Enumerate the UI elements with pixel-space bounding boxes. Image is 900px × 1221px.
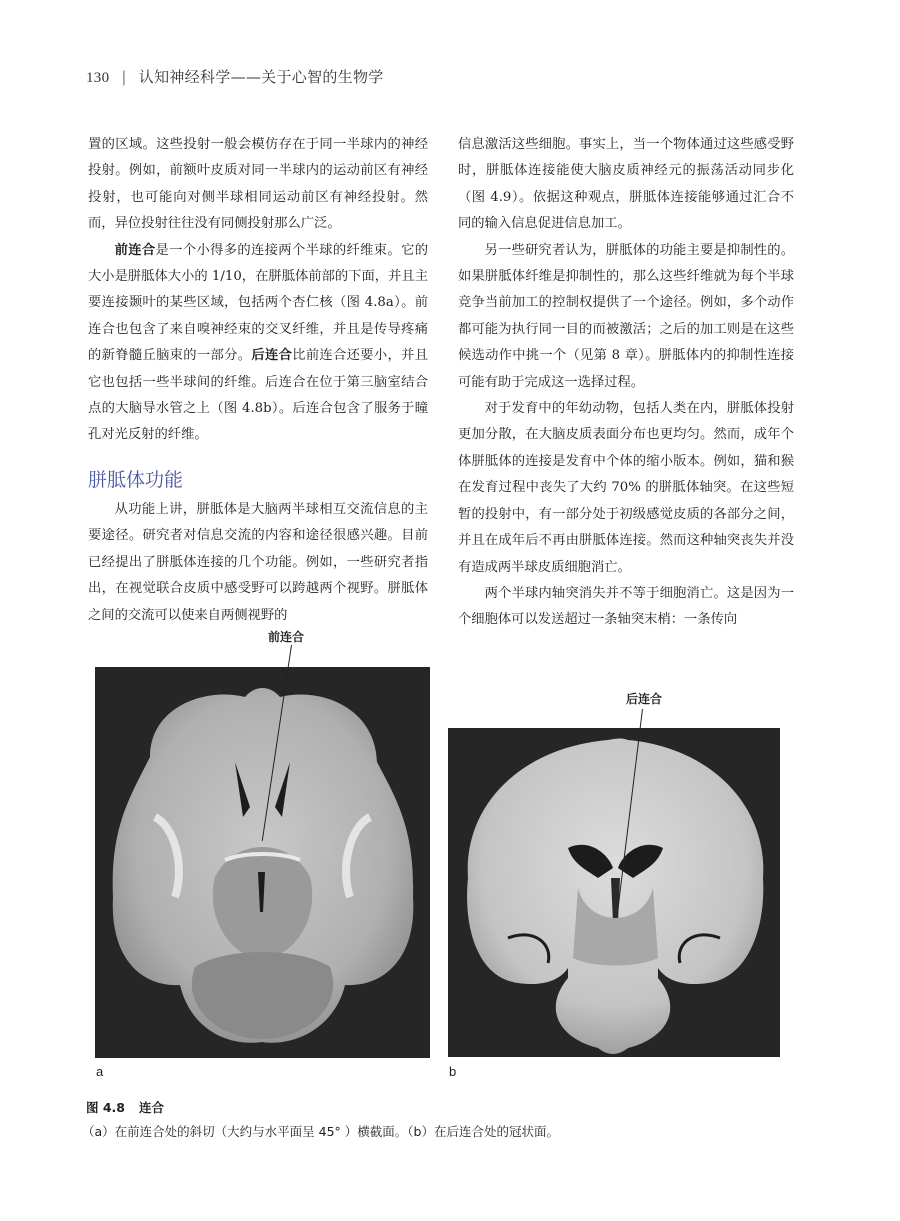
term-posterior-commissure: 后连合	[251, 348, 293, 364]
brain-axial-illustration	[95, 667, 430, 1058]
figure-caption-title	[86, 1098, 164, 1116]
paragraph: 对于发育中的年幼动物，包括人类在内，胼胝体投射更加分散，在大脑皮质表面分布也更均匀。然而，成年个体胼胝体的连接是发育中个体的缩小版本。例如，猫和猴在发育过程中丧失了大约 70% 的胼胝体轴突。在这些短暂的投射中，有一部分处于初级感觉皮质的各部分之间，并且在成年后不再由胼胝体连接。然而这种轴突丧失并没有造成两半球皮质细胞消亡。	[458, 401, 794, 575]
running-head	[86, 66, 384, 87]
figure-title: 连合	[139, 1100, 165, 1115]
paragraph: 另一些研究者认为，胼胝体的功能主要是抑制性的。如果胼胝体纤维是抑制性的，那么这些纤维就为每个半球竞争当前加工的控制权提供了一个途径。例如，多个动作都可能为执行同一目的而被激活；之后的加工则是在这些候选动作中挑一个（见第 8 章）。胼胝体内的抑制性连接可能有助于完成这一选择过程。	[458, 242, 794, 390]
book-title: 认知神经科学——关于心智的生物学	[138, 68, 384, 86]
brain-coronal-illustration	[448, 728, 780, 1057]
paragraph: 置的区域。这些投射一般会模仿存在于同一半球内的神经投射。例如，前额叶皮质对同一半球内的运动前区有神经投射，也可能向对侧半球相同运动前区有神经投射。然而，异位投射往往没有同侧投射那么广泛。	[88, 137, 428, 232]
term-anterior-commissure: 前连合	[114, 242, 156, 258]
label-anterior-commissure: 前连合	[268, 630, 305, 644]
brain-image-coronal	[448, 728, 780, 1057]
paragraph: 两个半球内轴突消失并不等于细胞消亡。这是因为一个细胞体可以发送超过一条轴突末梢：一条传向	[458, 585, 794, 628]
section-heading: 胼胝体功能	[88, 468, 184, 491]
paragraph: 信息激活这些细胞。事实上，当一个物体通过这些感受野时，胼胝体连接能使大脑皮质神经元的振荡活动同步化（图 4.9）。依据这种观点，胼胝体连接能够通过汇合不同的输入信息促进信息加工。	[458, 137, 794, 232]
paragraph-text: 比前连合还要小，并且它也包括一些半球间的纤维。后连合在位于第三脑室结合点的大脑导水管之上（图 4.8b）。后连合包含了服务于瞳孔对光反射的纤维。	[88, 348, 429, 443]
label-posterior-commissure: 后连合	[626, 692, 663, 706]
left-column	[88, 132, 428, 629]
brain-image-axial	[95, 667, 430, 1058]
paragraph: 从功能上讲，胼胝体是大脑两半球相互交流信息的主要途径。研究者对信息交流的内容和途径很感兴趣。目前已经提出了胼胝体连接的几个功能。例如，一些研究者指出，在视觉联合皮质中感受野可以跨越两个视野。胼胝体之间的交流可以使来自两侧视野的	[88, 501, 428, 623]
right-column	[458, 132, 794, 634]
panel-letter-a: a	[96, 1064, 104, 1079]
figure-caption-text: （a）在前连合处的斜切（大约与水平面呈 45° ）横截面。（b）在后连合处的冠状面。	[82, 1124, 559, 1139]
header-separator: |	[121, 68, 127, 86]
paragraph	[88, 238, 428, 449]
paragraph-text: 是一个小得多的连接两个半球的纤维束。它的大小是胼胝体大小的 1/10，在胼胝体前部的下面，并且主要连接颞叶的某些区域，包括两个杏仁核（图 4.8a）。前连合也包含了来自嗅神经束的交叉纤维，并且是传导疼痛的新脊髓丘脑束的一部分。	[88, 242, 429, 364]
page-number: 130	[86, 70, 110, 86]
figure-number: 图 4.8	[86, 1100, 125, 1115]
panel-letter-b: b	[449, 1064, 457, 1079]
